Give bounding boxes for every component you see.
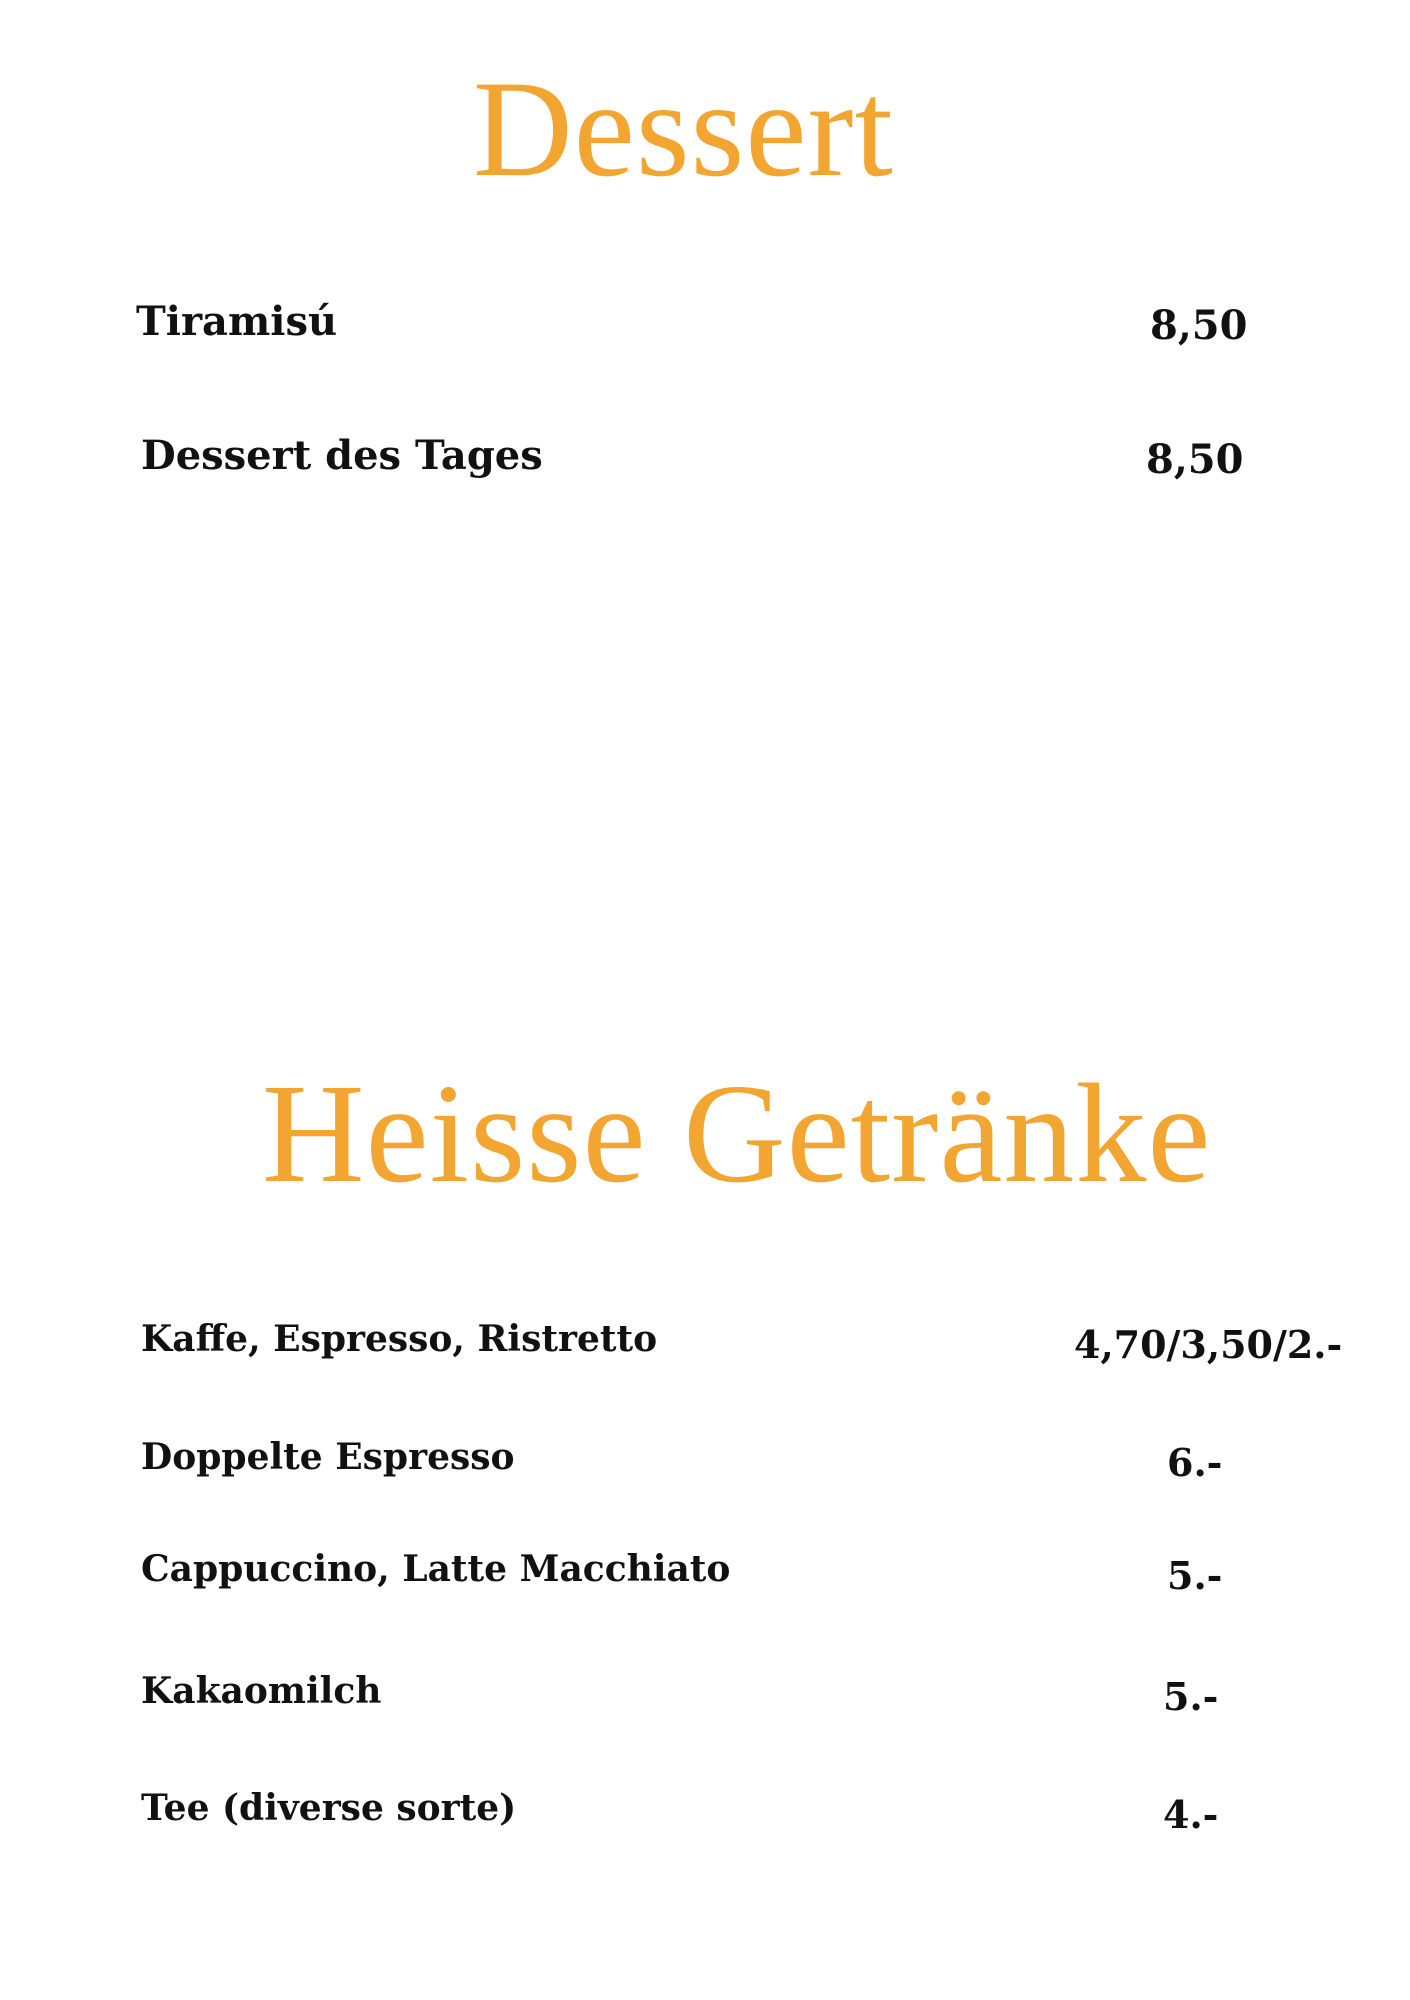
- dessert-section-title: Dessert: [473, 52, 894, 205]
- menu-item-price: 4,70/3,50/2.-: [1074, 1322, 1343, 1367]
- menu-item-name: Doppelte Espresso: [141, 1436, 515, 1478]
- menu-item-name: Kakaomilch: [141, 1670, 382, 1712]
- menu-item-name: Dessert des Tages: [141, 432, 543, 479]
- menu-item-name: Tee (diverse sorte): [141, 1787, 517, 1829]
- menu-item-price: 6.-: [1167, 1440, 1223, 1485]
- menu-item-price: 5.-: [1163, 1674, 1219, 1719]
- menu-item-price: 4.-: [1163, 1792, 1219, 1837]
- menu-item-name: Tiramisú: [136, 298, 338, 345]
- menu-item-price: 8,50: [1146, 436, 1244, 483]
- menu-item-name: Kaffe, Espresso, Ristretto: [141, 1318, 658, 1360]
- menu-item-name: Cappuccino, Latte Macchiato: [141, 1548, 731, 1590]
- menu-item-price: 5.-: [1167, 1553, 1223, 1598]
- menu-item-price: 8,50: [1150, 302, 1248, 349]
- hot-drinks-section-title: Heisse Getränke: [262, 1054, 1212, 1212]
